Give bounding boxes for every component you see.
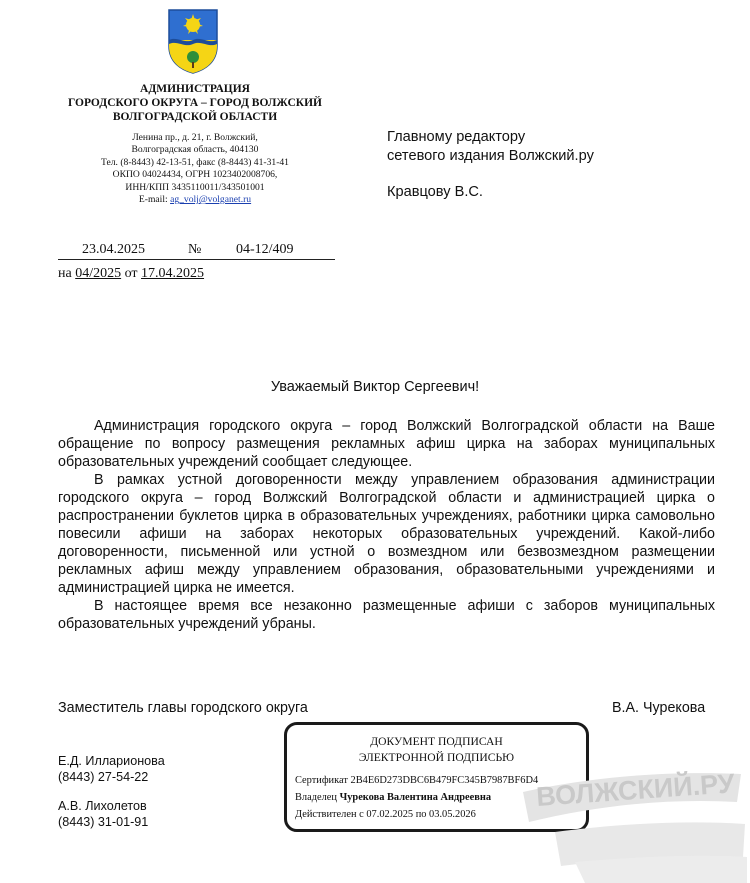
owner-label: Владелец bbox=[295, 792, 340, 803]
registration-line bbox=[58, 241, 335, 260]
inn-line: ИНН/КПП 3435110011/343501001 bbox=[125, 181, 265, 193]
executors-block bbox=[58, 753, 165, 830]
valid-label: Действителен с bbox=[295, 809, 367, 820]
ref-middle: от bbox=[121, 266, 142, 281]
stamp-title-1: ДОКУМЕНТ ПОДПИСАН bbox=[370, 735, 503, 748]
valid-to: 03.05.2026 bbox=[429, 809, 476, 820]
org-line-1: АДМИНИСТРАЦИЯ bbox=[140, 83, 250, 95]
watermark-text: ВОЛЖСКИЙ.РУ bbox=[535, 768, 736, 812]
email-line bbox=[40, 194, 350, 206]
ref-number: 04/2025 bbox=[75, 266, 122, 281]
signer-name: В.А. Чурекова bbox=[612, 700, 706, 716]
registration-number: 04-12/409 bbox=[236, 242, 294, 257]
coat-of-arms-icon bbox=[167, 8, 219, 74]
stamp-title-2: ЭЛЕКТРОННОЙ ПОДПИСЬЮ bbox=[358, 751, 515, 764]
stamp-validity bbox=[295, 809, 476, 820]
address-line-1: Ленина пр., д. 21, г. Волжский, bbox=[132, 132, 258, 143]
email-link[interactable]: ag_volj@volganet.ru bbox=[170, 194, 252, 206]
recipient-line-2: сетевого издания Волжский.ру bbox=[387, 147, 594, 164]
org-line-2: ГОРОДСКОГО ОКРУГА – ГОРОД ВОЛЖСКИЙ bbox=[67, 97, 323, 109]
address-line-2: Волгоградская область, 404130 bbox=[131, 144, 259, 156]
organization-name bbox=[40, 82, 350, 124]
reference-line bbox=[58, 266, 204, 282]
email-label: E-mail: bbox=[138, 194, 171, 206]
paragraph-1: Администрация городского округа – город Волжский Волгоградской области на Ваше обращение по вопросу размещения рекламных афиш цирка на заборах муниципальных образовательных учреждений сообщает следующее. bbox=[58, 418, 715, 470]
valid-from: 07.02.2025 bbox=[366, 809, 414, 820]
phone-line: Тел. (8-8443) 42-13-51, факс (8-8443) 41-31-41 bbox=[101, 156, 289, 168]
org-line-3: ВОЛГОГРАДСКОЙ ОБЛАСТИ bbox=[112, 111, 278, 123]
executor-2-phone: (8443) 31-01-91 bbox=[58, 815, 149, 829]
okpo-line: ОКПО 04024434, ОГРН 1023402008706, bbox=[112, 169, 278, 181]
number-sign: № bbox=[188, 242, 202, 257]
cert-label: Сертификат bbox=[295, 775, 351, 786]
recipient-name: Кравцову В.С. bbox=[387, 184, 483, 200]
ref-date: 17.04.2025 bbox=[141, 266, 205, 281]
signer-position: Заместитель главы городского округа bbox=[58, 700, 308, 716]
executor-1-name: Е.Д. Илларионова bbox=[58, 754, 165, 768]
letter-body bbox=[58, 417, 715, 633]
organization-contacts bbox=[40, 132, 350, 206]
cert-value: 2B4E6D273DBC6B479FC345B7987BF6D4 bbox=[350, 775, 539, 786]
owner-value: Чурекова Валентина Андреевна bbox=[339, 792, 492, 803]
executor-2-name: А.В. Лихолетов bbox=[58, 799, 147, 813]
valid-mid: по bbox=[413, 809, 430, 820]
recipient-block bbox=[387, 128, 594, 202]
watermark-logo bbox=[515, 762, 750, 883]
ref-prefix: на bbox=[58, 266, 76, 281]
greeting: Уважаемый Виктор Сергеевич! bbox=[270, 379, 480, 395]
registration-date: 23.04.2025 bbox=[82, 242, 145, 257]
executor-1-phone: (8443) 27-54-22 bbox=[58, 770, 149, 784]
paragraph-2: В рамках устной договоренности между управлением образования администрации городского округа – город Волжский Волгоградской области и администрацией цирка о распространении буклетов цирка в образовательных учреждениях, работники цирка самовольно повесили афиши на заборах некоторых образовательных учреждений. Какой-либо договоренности, письменной или устной о возмездном или безвозмездном размещении рекламных афиш между управлением образования, образовательными учреждениями и администрацией цирка не имеется. bbox=[58, 472, 715, 596]
recipient-line-1: Главному редактору bbox=[387, 129, 526, 145]
stamp-owner bbox=[295, 792, 491, 803]
stamp-certificate bbox=[295, 775, 538, 786]
paragraph-3: В настоящее время все незаконно размещенные афиши с заборов муниципальных образовательных учреждений убраны. bbox=[58, 598, 715, 632]
